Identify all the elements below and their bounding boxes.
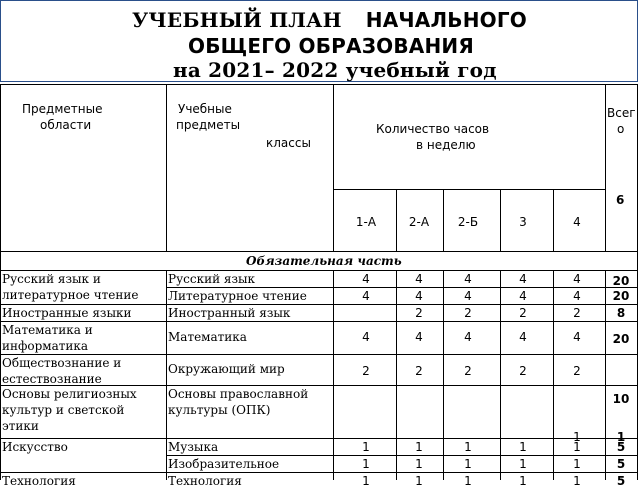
row-3-subject-line-0: Математика [168,330,247,344]
row-4-value-0: 2 [362,364,370,378]
header-subjects-line-2: предметы [176,118,241,132]
grid-v-c3-body [500,270,501,480]
header-total-line-2: о [617,122,625,136]
class-header-4: 4 [573,215,581,229]
header-subjects-line-3: классы [266,136,311,150]
row-8-subject-line-0: Технология [168,474,242,488]
grid-v-c1-body [396,270,397,480]
grid-v-subjects [333,84,334,251]
grid-h-row3 [0,321,638,322]
row-1-value-4: 4 [573,289,581,303]
row-2-subject-line-0: Иностранный язык [168,306,291,320]
class-header-1: 2-А [408,215,430,229]
class-header-3: 3 [519,215,527,229]
header-hours-line-1: Количество часов [376,122,490,136]
row-6-value-4: 1 [573,440,581,454]
row-0-subject-line-0: Русский язык [168,272,256,286]
grid-v-c2 [443,189,444,251]
area-3-line-1: естествознание [2,372,102,386]
class-header-2: 2-Б [457,215,479,229]
area-4-line-0: Основы религиозных [2,387,137,401]
row-4-total: 10 [612,392,630,406]
row-3-value-3: 4 [519,330,527,344]
row-0-value-0: 4 [362,272,370,286]
class-header-0: 1-А [355,215,377,229]
row-0-value-3: 4 [519,272,527,286]
grid-h-row7 [166,455,638,456]
area-0-line-0: Русский язык и [2,272,101,286]
row-2-total: 8 [616,306,626,320]
row-8-value-1: 1 [415,474,423,488]
grid-v-c1 [396,189,397,251]
row-7-value-1: 1 [415,457,423,471]
header-hours-line-2: в неделю [416,138,476,152]
row-3-value-4: 4 [573,330,581,344]
area-1-line-0: Иностранные языки [2,306,132,320]
area-2-line-0: Математика и [2,323,93,337]
area-0-line-1: литературное чтение [2,288,139,302]
grid-v-subjects-body [333,270,334,480]
row-2-value-2: 2 [464,306,472,320]
row-5-total: 1 [616,430,626,444]
row-1-value-1: 4 [415,289,423,303]
row-5-subject-line-1: культуры (ОПК) [168,403,271,417]
row-8-value-0: 1 [362,474,370,488]
header-total-line-1: Всег [607,106,636,120]
row-7-value-4: 1 [573,457,581,471]
grid-v-right [637,84,638,480]
row-6-value-2: 1 [464,440,472,454]
row-7-subject-line-0: Изобразительное [168,457,280,471]
grid-v-areas [166,84,167,251]
row-2-value-3: 2 [519,306,527,320]
row-7-value-0: 1 [362,457,370,471]
row-4-value-3: 2 [519,364,527,378]
row-4-value-2: 2 [464,364,472,378]
area-6-line-0: Технология [2,474,76,488]
title-line-3: на 2021– 2022 учебный год [173,58,497,82]
area-2-line-1: информатика [2,339,89,353]
grid-h-classes [333,189,605,190]
title-line-1-a: УЧЕБНЫЙ ПЛАН [132,8,342,32]
row-3-total: 20 [612,332,630,346]
row-8-value-4: 1 [573,474,581,488]
row-0-value-4: 4 [573,272,581,286]
header-subjects-line-1: Учебные [178,102,232,116]
row-1-subject-line-0: Литературное чтение [168,289,307,303]
title-line-1 [132,8,527,32]
grid-h-row6 [0,438,638,439]
row-7-total: 5 [616,457,626,471]
row-6-value-1: 1 [415,440,423,454]
grid-v-left [0,84,1,480]
row-1-value-0: 4 [362,289,370,303]
grid-v-c3 [500,189,501,251]
row-2-value-4: 2 [573,306,581,320]
row-3-value-0: 4 [362,330,370,344]
grid-h-row4 [0,354,638,355]
grid-h-row2 [0,304,638,305]
grid-h-row1 [166,287,638,288]
row-8-value-2: 1 [464,474,472,488]
row-3-value-2: 4 [464,330,472,344]
grid-h-row8 [0,472,638,473]
row-3-value-1: 4 [415,330,423,344]
row-1-total: 20 [612,289,630,303]
area-4-line-2: этики [2,419,39,433]
row-0-value-1: 4 [415,272,423,286]
row-8-total: 5 [616,474,626,488]
grid-h-top [0,84,638,85]
grid-v-total-body [605,270,606,480]
row-6-subject-line-0: Музыка [168,440,219,454]
grid-v-total [605,84,606,251]
grid-h-header-bottom [0,251,638,252]
header-total-count: 6 [616,193,625,207]
row-7-value-3: 1 [519,457,527,471]
row-6-total: 5 [616,440,626,454]
row-4-value-1: 2 [415,364,423,378]
grid-v-areas-body [166,270,167,480]
title-line-2: ОБЩЕГО ОБРАЗОВАНИЯ [188,34,474,58]
header-areas-line-1: Предметные [22,102,103,116]
grid-h-section-bottom [0,270,638,271]
row-4-subject-line-0: Окружающий мир [168,362,285,376]
grid-v-c4-body [553,270,554,480]
row-6-value-3: 1 [519,440,527,454]
row-0-total: 20 [612,274,630,288]
area-4-line-1: культур и светской [2,403,125,417]
row-1-value-3: 4 [519,289,527,303]
area-5-line-0: Искусство [2,440,68,454]
row-0-value-2: 4 [464,272,472,286]
row-2-value-1: 2 [415,306,423,320]
row-1-value-2: 4 [464,289,472,303]
row-5-value-4: 1 [573,430,581,444]
row-4-value-4: 2 [573,364,581,378]
row-5-subject-line-0: Основы православной [168,387,309,401]
area-3-line-0: Обществознание и [2,356,122,370]
grid-v-c2-body [443,270,444,480]
row-8-value-3: 1 [519,474,527,488]
row-7-value-2: 1 [464,457,472,471]
row-6-value-0: 1 [362,440,370,454]
grid-v-c4 [553,189,554,251]
header-areas-line-2: области [40,118,92,132]
title-line-1-b: НАЧАЛЬНОГО [365,8,527,32]
section-mandatory: Обязательная часть [246,254,402,268]
